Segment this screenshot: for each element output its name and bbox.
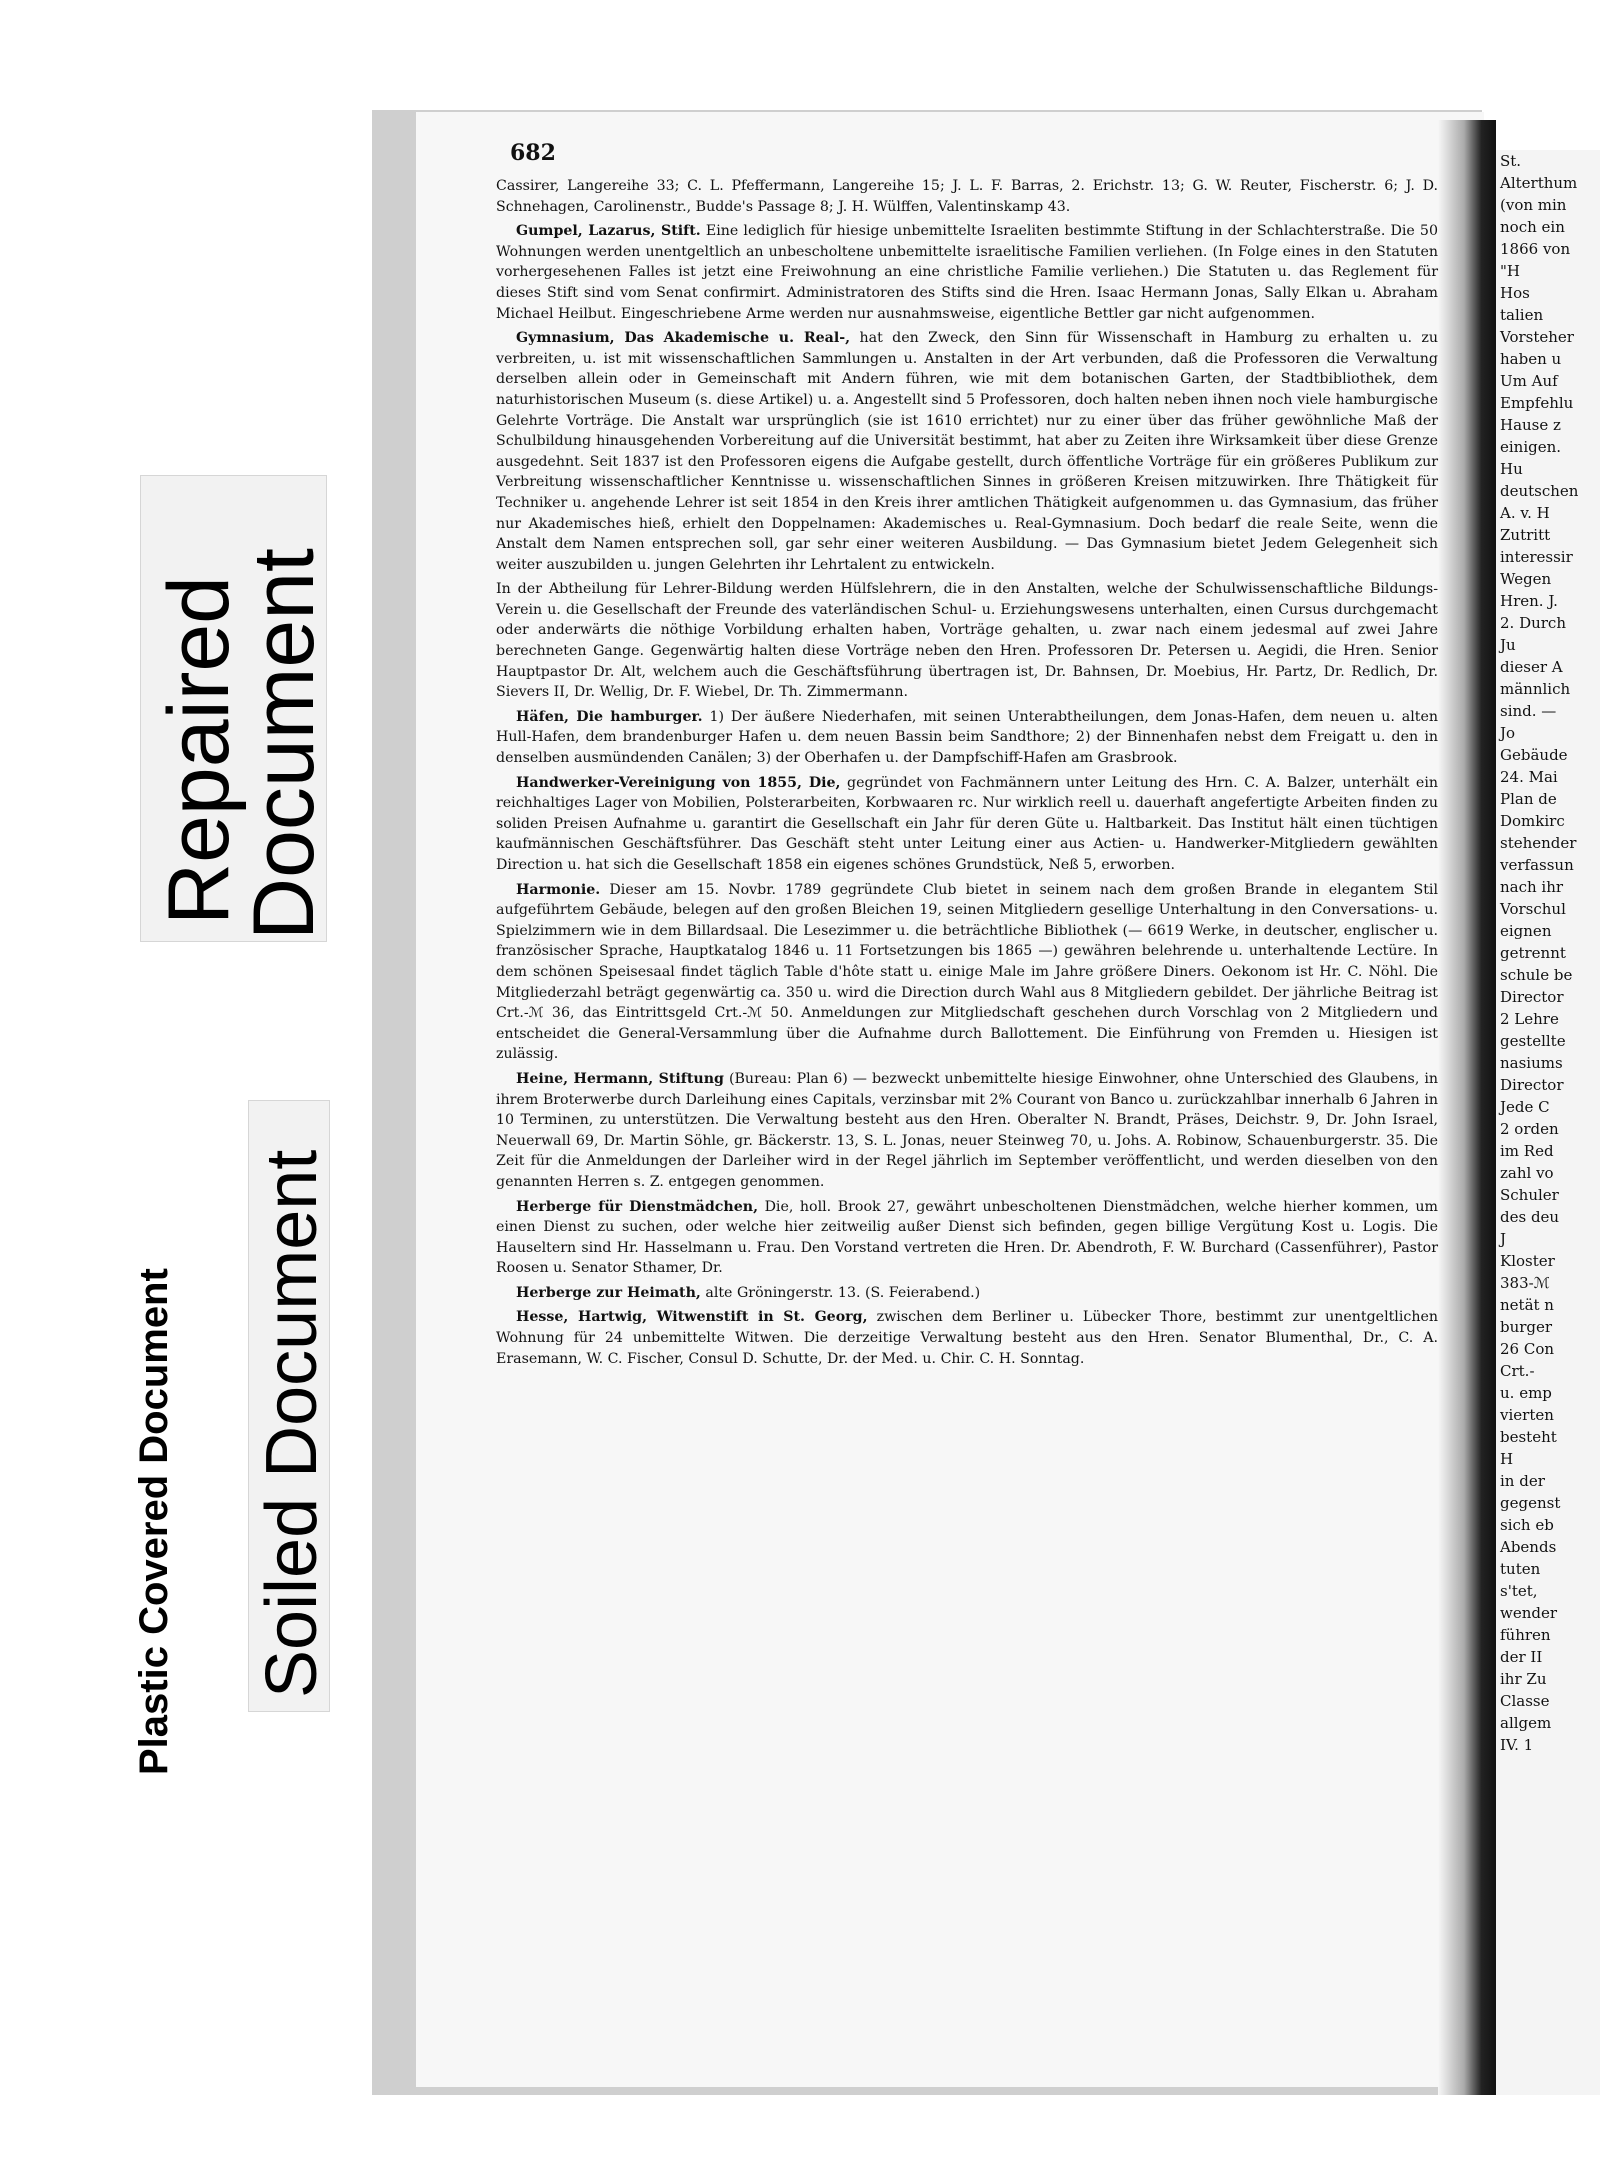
facing-page-fragment: Hren. J.: [1500, 592, 1558, 610]
facing-page-fragment: einigen.: [1500, 438, 1562, 456]
facing-page-fragment: 2 orden: [1500, 1120, 1559, 1138]
facing-page-fragment: 24. Mai: [1500, 768, 1558, 786]
entry-6: [496, 880, 1438, 1065]
facing-page-edge: [1496, 150, 1600, 2110]
entry-heading: Heine, Hermann, Stiftung: [516, 1070, 724, 1087]
repaired-line-2: Document: [236, 548, 332, 940]
facing-page-fragment: eignen: [1500, 922, 1552, 940]
facing-page-fragment: stehender: [1500, 834, 1577, 852]
page-number: 682: [510, 140, 556, 166]
facing-page-fragment: Domkirc: [1500, 812, 1565, 830]
entry-3: [496, 579, 1438, 703]
facing-page-fragment: Ju: [1500, 636, 1516, 654]
repaired-document-label-line2: [236, 548, 332, 940]
facing-page-fragment: im Red: [1500, 1142, 1554, 1160]
facing-page-fragment: 383-ℳ: [1500, 1274, 1550, 1292]
facing-page-fragment: Director: [1500, 1076, 1564, 1094]
facing-page-fragment: besteht: [1500, 1428, 1557, 1446]
entry-text: Die, holl. Brook 27, gewährt unbescholtenen Dienstmädchen, welche hierher kommen, um einen Dienst zu suchen, oder welche hier zeitweilig außer Dienst sich befinden, gegen billige Vergütung Kost u. Logis. Die Hauseltern sind Hr. Hasselmann u. Frau. Den Vorstand vertreten die Hren. Dr. Abendroth, F. W. Burchard (Cassenführer), Pastor Roosen u. Senator Sthamer, Dr.: [496, 1198, 1439, 1277]
entry-heading: Gumpel, Lazarus, Stift.: [516, 223, 701, 240]
facing-page-fragment: Jede C: [1500, 1098, 1550, 1116]
facing-page-fragment: Director: [1500, 988, 1564, 1006]
facing-page-fragment: schule be: [1500, 966, 1573, 984]
facing-page-fragment: Schuler: [1500, 1186, 1559, 1204]
entry-8: [496, 1197, 1438, 1279]
entry-9: [496, 1283, 1438, 1304]
facing-page-fragment: 2. Durch: [1500, 614, 1566, 632]
facing-page-fragment: des deu: [1500, 1208, 1560, 1226]
soiled-document-label: Soiled Document: [252, 1149, 332, 1698]
facing-page-fragment: nach ihr: [1500, 878, 1564, 896]
facing-page-fragment: verfassun: [1500, 856, 1574, 874]
facing-page-fragment: 1866 von: [1500, 240, 1571, 258]
facing-page-fragment: Crt.-: [1500, 1362, 1535, 1380]
facing-page-fragment: ihr Zu: [1500, 1670, 1547, 1688]
book-gutter: [1438, 120, 1496, 2100]
facing-page-fragment: Empfehlu: [1500, 394, 1574, 412]
facing-page-fragment: tuten: [1500, 1560, 1541, 1578]
entry-text: Cassirer, Langereihe 33; C. L. Pfeffermann, Langereihe 15; J. L. F. Barras, 2. Erichstr. 13; G. W. Reuter, Fischerstr. 6; J. D. Schnehagen, Carolinenstr., Budde's Passage 8; J. H. Wülffen, Valentinskamp 43.: [496, 178, 1438, 215]
facing-page-fragment: u. emp: [1500, 1384, 1552, 1402]
facing-page-fragment: 26 Con: [1500, 1340, 1555, 1358]
facing-page-fragment: H: [1500, 1450, 1514, 1468]
facing-page-fragment: Abends: [1500, 1538, 1557, 1556]
plastic-covered-label: Plastic Covered Document: [132, 1268, 176, 1775]
facing-page-fragment: nasiums: [1500, 1054, 1563, 1072]
entry-heading: Gymnasium, Das Akademische u. Real-,: [516, 330, 851, 347]
left-margin: [0, 0, 330, 2177]
entry-heading: Herberge für Dienstmädchen,: [516, 1198, 759, 1215]
facing-page-fragment: Hu: [1500, 460, 1523, 478]
entry-text: Dieser am 15. Novbr. 1789 gegründete Club bietet in seinem nach dem großen Brande in elegantem Stil aufgeführtem Gebäude, belegen auf den großen Bleichen 19, seinen Mitgliedern gesellige Unterhaltung in den Conversations- u. Spielzimmern wie in dem Billardsaal. Die Lesezimmer u. die beträchtliche Bibliothek (— 6619 Werke, in deutscher, englischer u. französischer Sprache, Hauptkatalog 1846 u. 11 Fortsetzungen bis 1865 —) gewähren belehrende u. unterhaltende Lectüre. In dem schönen Speisesaal findet täglich Table d'hôte statt u. einige Male im Jahre größere Diners. Oekonom ist Hr. C. Nöhl. Die Mitgliederzahl beträgt gegenwärtig ca. 350 u. wird die Direction durch Wahl aus 8 Mitgliedern gebildet. Der jährliche Beitrag ist Crt.-ℳ 36, das Eintrittsgeld Crt.-ℳ 50. Anmeldungen zur Mitgliedschaft geschehen durch Vorschlag von 2 Mitgliedern und entscheidet die General-Versammlung über die Aufnahme durch Ballottement. Die Einführung von Fremden u. Hiesigen ist zulässig.: [496, 881, 1438, 1063]
repaired-document-label: [151, 576, 247, 925]
facing-page-fragment: Vorschul: [1500, 900, 1566, 918]
entry-2: [496, 328, 1438, 575]
facing-page-fragment: netät n: [1500, 1296, 1554, 1314]
facing-page-fragment: St.: [1500, 152, 1522, 170]
facing-page-fragment: Vorsteher: [1500, 328, 1574, 346]
entry-heading: Handwerker-Vereinigung von 1855, Die,: [516, 774, 841, 791]
entry-7: [496, 1069, 1438, 1193]
facing-page-fragment: männlich: [1500, 680, 1571, 698]
entry-heading: Häfen, Die hamburger.: [516, 708, 703, 725]
facing-page-fragment: sich eb: [1500, 1516, 1554, 1534]
facing-page-fragment: der II: [1500, 1648, 1543, 1666]
facing-page-fragment: Zutritt: [1500, 526, 1551, 544]
facing-page-fragment: deutschen: [1500, 482, 1579, 500]
facing-page-fragment: Hause z: [1500, 416, 1561, 434]
facing-page-fragment: haben u: [1500, 350, 1562, 368]
facing-page-fragment: getrennt: [1500, 944, 1566, 962]
entry-heading: Harmonie.: [516, 881, 601, 898]
facing-page-fragment: 2 Lehre: [1500, 1010, 1559, 1028]
repaired-line-1: Repaired: [151, 576, 247, 925]
facing-page-fragment: Plan de: [1500, 790, 1557, 808]
facing-page-fragment: s'tet,: [1500, 1582, 1538, 1600]
entry-text: 1) Der äußere Niederhafen, mit seinen Unterabtheilungen, dem Jonas-Hafen, dem neuen u. alten Hull-Hafen, dem brandenburger Hafen u. dem neuen Bassin beim Sandthore; 2) der Binnenhafen nebst dem Freigatt u. den in denselben ausmündenden Canälen; 3) der Oberhafen u. der Dampfschiff-Hafen am Grasbrook.: [496, 708, 1438, 767]
facing-page-fragment: gegenst: [1500, 1494, 1561, 1512]
facing-page-fragment: IV. 1: [1500, 1736, 1534, 1754]
entry-text: gegründet von Fachmännern unter Leitung des Hrn. C. A. Balzer, unterhält ein reichhaltiges Lager von Mobilien, Polsterarbeiten, Korbwaaren rc. Nur wirklich reell u. dauerhaft angefertigte Arbeiten finden zu soliden Preisen Aufnahme u. garantirt die Gesellschaft ein Jahr für deren Güte u. Haltbarkeit. Das Institut hält einen tüchtigen kaufmännischen Geschäftsführer. Das Geschäft steht unter Leitung einer aus Actien- u. Handwerker-Mitgliedern gewählten Direction u. hat sich die Gesellschaft 1858 ein eigenes schönes Grundstück, Neß 5, erworben.: [496, 774, 1438, 873]
facing-page-fragment: Um Auf: [1500, 372, 1558, 390]
facing-page-fragment: talien: [1500, 306, 1544, 324]
facing-page-fragment: Gebäude: [1500, 746, 1568, 764]
facing-page-fragment: Jo: [1500, 724, 1516, 742]
facing-page-fragment: zahl vo: [1500, 1164, 1554, 1182]
entry-text: zwischen dem Berliner u. Lübecker Thore, bestimmt zur unentgeltlichen Wohnung für 24 unbemittelte Witwen. Die derzeitige Verwaltung besteht aus den Hren. Senator Blumenthal, Dr., C. A. Erasemann, W. C. Fischer, Consul D. Schutte, Dr. der Med. u. Chir. C. H. Sonntag.: [496, 1309, 1438, 1367]
entry-text: In der Abtheilung für Lehrer-Bildung werden Hülfslehrern, die in den Anstalten, welche der Schulwissenschaftliche Bildungs-Verein u. die Gesellschaft der Freunde des vaterländischen Schul- u. Erziehungswesens unterhalten, einen Cursus durchgemacht oder anderwärts die nöthige Vorbildung erhalten haben, Vorträge gehalten, u. zwar nach einem jedesmal auf zwei Jahre berechneten Gange. Gegenwärtig halten diese Vorträge neben den Hren. Professoren Dr. Petersen u. Aegidi, die Hren. Senior Hauptpastor Dr. Alt, welchem auch die Geschäftsführung übertragen ist, Dr. Bahnsen, Dr. Moebius, Hr. Partz, Dr. Redlich, Dr. Sievers II, Dr. Wellig, Dr. F. Wiebel, Dr. Th. Zimmermann.: [496, 581, 1438, 701]
entry-text: Eine lediglich für hiesige unbemittelte Israeliten bestimmte Stiftung in der Schlachterstraße. Die 50 Wohnungen werden unentgeltlich an unbescholtene unbemittelte israelitische Familien verliehen. (In Folge eines in den Statuten vorhergesehenen Falles ist jetzt eine Freiwohnung an eine christliche Familie verliehen.) Die Statuten u. das Reglement für dieses Stift sind vom Senat confirmirt. Administratoren des Stifts sind die Hren. Isaac Hermann Jonas, Sally Elkan u. Abraham Michael Heilbut. Eingeschriebene Arme werden nur ausnahmsweise, eigentliche Bettler gar nicht aufgenommen.: [496, 223, 1438, 322]
facing-page-fragment: (von min: [1500, 196, 1567, 214]
facing-page-fragment: Classe: [1500, 1692, 1550, 1710]
facing-page-fragment: interessir: [1500, 548, 1573, 566]
entry-text: (Bureau: Plan 6) — bezweckt unbemittelte hiesige Einwohner, ohne Unterschied des Glaubens, in ihrem Broterwerbe durch Darleihung eines Capitals, verzinsbar mit 2% Courant von Banco u. zurückzahlbar innerhalb 6 Jahren in 10 Terminen, zu unterstützen. Die Verwaltung besteht aus den Hren. Oberalter N. Brandt, Präses, Deichstr. 9, Dr. John Israel, Neuerwall 69, Dr. Martin Söhle, gr. Bäckerstr. 13, S. L. Jonas, neuer Steinweg 70, u. Johs. A. Robinow, Schauenburgerstr. 35. Die Zeit für die Anmeldungen der Darleiher wird in der Regel jährlich im September veröffentlicht, und werden dieselben von den genannten Herren s. Z. entgegen genommen.: [496, 1070, 1438, 1190]
facing-page-fragment: allgem: [1500, 1714, 1552, 1732]
facing-page-fragment: wender: [1500, 1604, 1558, 1622]
facing-page-fragment: Wegen: [1500, 570, 1552, 588]
page-text-column: [496, 176, 1438, 1373]
bottom-margin: [372, 2095, 1600, 2177]
entry-1: [496, 221, 1438, 324]
facing-page-fragment: Alterthum: [1500, 174, 1578, 192]
entry-5: [496, 773, 1438, 876]
facing-page-fragment: in der: [1500, 1472, 1545, 1490]
entry-10: [496, 1307, 1438, 1369]
entry-text: hat den Zweck, den Sinn für Wissenschaft in Hamburg zu erhalten u. zu verbreiten, u. ist mit wissenschaftlichen Sammlungen u. Anstalten in der Art verbunden, daß die Professoren die Verwaltung derselben allein oder in Gemeinschaft mit Andern führen, wie mit dem botanischen Garten, der Stadtbibliothek, dem naturhistorischen Museum (s. diese Artikel) u. a. Angestellt sind 5 Professoren, doch halten neben ihnen noch viele hamburgische Gelehrte Vorträge. Die Anstalt war ursprünglich (sie ist 1610 errichtet) nur zu einer über das früher gewöhnliche Maß der Schulbildung hinausgehenden Vorbereitung auf die Universität bestimmt, hat aber zu Zeiten ihre Wirksamkeit über diese Grenze ausgedehnt. Seit 1837 ist den Professoren eigens die Aufgabe gestellt, durch öffentliche Vorträge für ein größeres Publikum zur Verbreitung wissenschaftlicher Kenntnisse u. wissenschaftlichen Sinnes in größeren Kreisen mitzuwirken. Ihre Thätigkeit für Techniker u. angehende Lehrer ist seit 1854 in den Kreis ihrer amtlichen Thätigkeit aufgenommen u. das Gymnasium, das früher nur Akademisches hieß, erhielt den Doppelnamen: Akademisches u. Real-Gymnasium. Doch bedarf die reale Seite, wenn die Anstalt dem Namen entsprechen soll, gar sehr einer weiteren Ausbildung. — Das Gymnasium bietet Jedem Gelegenheit sich weiter auszubilden u. jungen Gelehrten ihr Lehrtalent zu entwickeln.: [496, 330, 1439, 573]
entry-heading: Hesse, Hartwig, Witwenstift in St. Georg,: [516, 1309, 868, 1326]
facing-page-fragment: A. v. H: [1500, 504, 1550, 522]
facing-page-fragment: burger: [1500, 1318, 1553, 1336]
facing-page-fragment: J: [1500, 1230, 1507, 1248]
facing-page-fragment: sind. —: [1500, 702, 1557, 720]
entry-4: [496, 707, 1438, 769]
facing-page-fragment: Hos: [1500, 284, 1530, 302]
facing-page-fragment: "H: [1500, 262, 1520, 280]
facing-page-fragment: vierten: [1500, 1406, 1554, 1424]
facing-page-fragment: Kloster: [1500, 1252, 1555, 1270]
entry-heading: Herberge zur Heimath,: [516, 1284, 701, 1301]
facing-page-fragment: dieser A: [1500, 658, 1563, 676]
facing-page-fragment: gestellte: [1500, 1032, 1566, 1050]
facing-page-fragment: noch ein: [1500, 218, 1565, 236]
entry-0: [496, 176, 1438, 217]
facing-page-fragment: führen: [1500, 1626, 1551, 1644]
entry-text: alte Gröningerstr. 13. (S. Feierabend.): [705, 1284, 981, 1301]
